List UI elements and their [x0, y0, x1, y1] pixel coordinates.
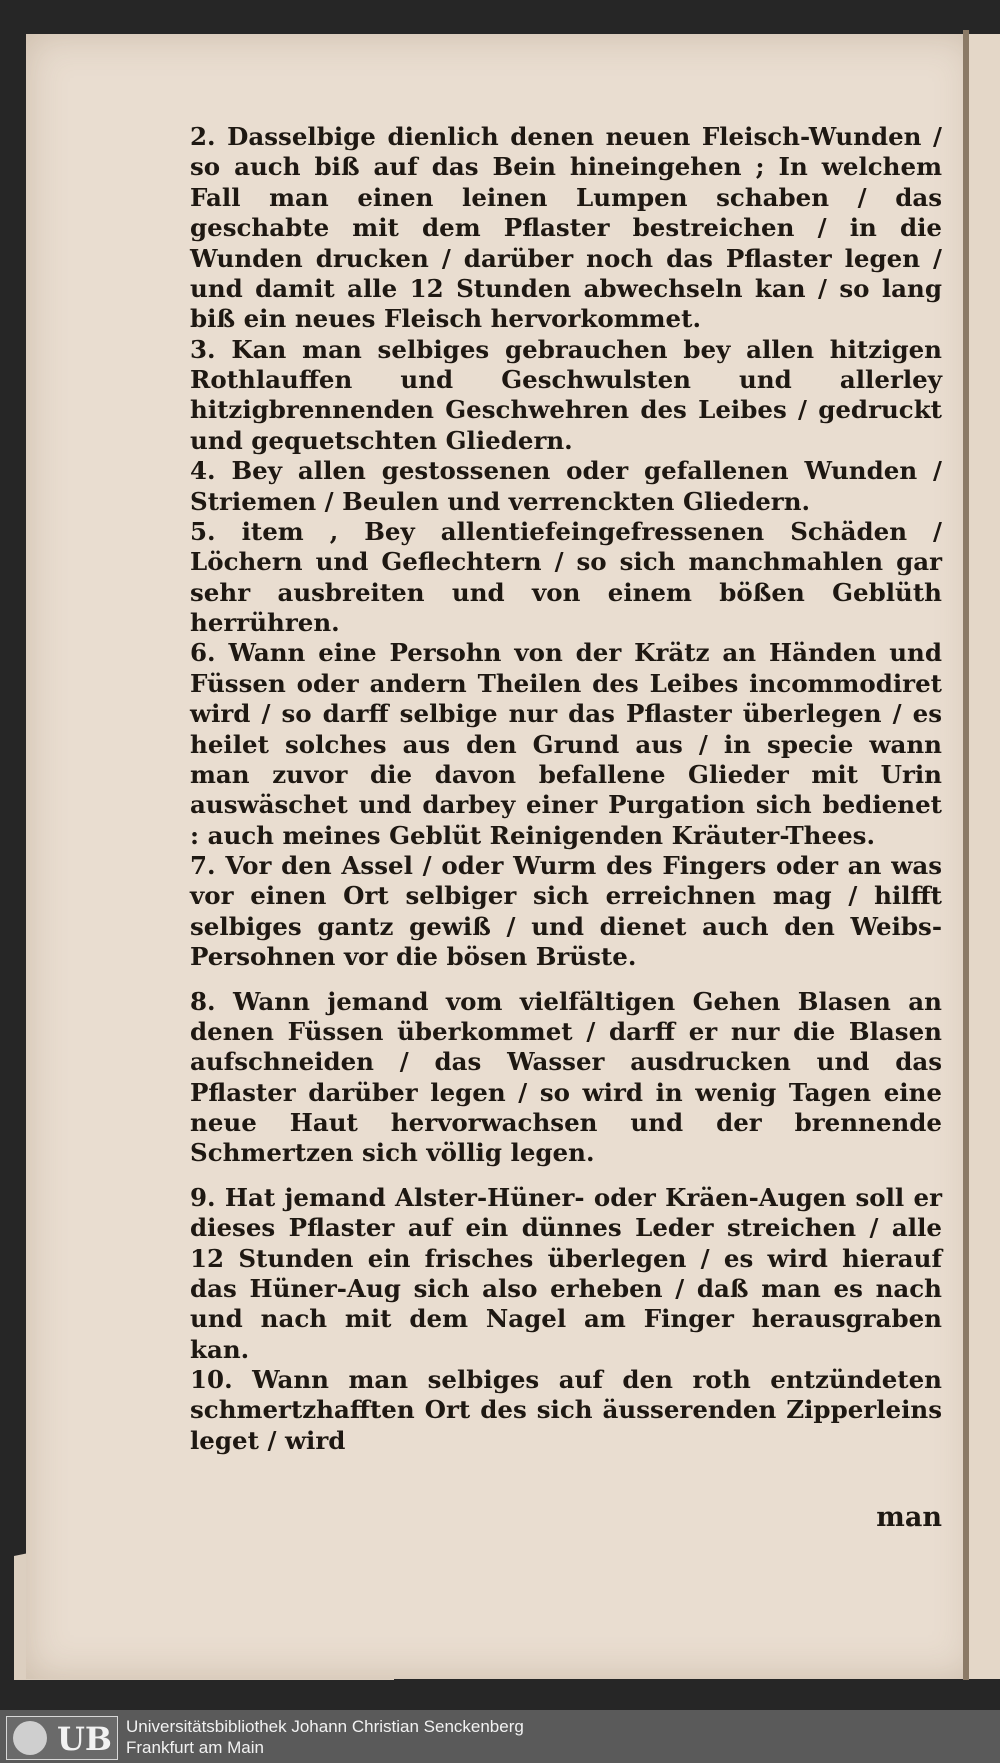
library-name: Universitätsbibliothek Johann Christian Senckenberg: [126, 1717, 524, 1736]
paragraph-6: 6. Wann eine Persohn von der Krätz an Händen und Füssen oder andern Theilen des Leibes incommodiret wird / so darff selbige nur das Pflaster überlegen / es heilet solches aus den Grund aus / in specie wann man zuvor die davon befallene Glieder mit Urin auswäschet und darbey einer Purgation sich bedienet : auch meines Geblüt Reinigenden Kräuter-Thees.: [190, 638, 942, 850]
library-city: Frankfurt am Main: [126, 1738, 264, 1757]
catchword: man: [876, 1502, 942, 1533]
adjacent-page-edge: [969, 34, 1000, 1679]
logo-text: UB: [57, 1720, 112, 1758]
portrait-icon: [13, 1721, 47, 1755]
library-footer: [0, 1710, 1000, 1763]
paragraph-10: 10. Wann man selbiges auf den roth entzündeten schmertzhafften Ort des sich äusserenden Zipperleins leget / wird: [190, 1365, 942, 1455]
page-text: [190, 122, 942, 1456]
paragraph-7: 7. Vor den Assel / oder Wurm des Fingers oder an was vor einen Ort selbiger sich erreichnen mag / hilfft selbiges gantz gewiß / und dienet auch den Weibs-Persohnen vor die bösen Brüste.: [190, 851, 942, 972]
paragraph-9: 9. Hat jemand Alster-Hüner- oder Kräen-Augen soll er dieses Pflaster auf ein dünnes Leder streichen / alle 12 Stunden ein frisches überlegen / es wird hierauf das Hüner-Aug sich also erheben / daß man es nach und nach mit dem Nagel am Finger herausgraben kan.: [190, 1182, 942, 1364]
library-logo: [6, 1716, 118, 1760]
paragraph-4: 4. Bey allen gestossenen oder gefallenen Wunden / Striemen / Beulen und verrenckten Gliedern.: [190, 456, 942, 516]
paragraph-3: 3. Kan man selbiges gebrauchen bey allen hitzigen Rothlauffen und Geschwulsten und allerley hitzigbrennenden Geschwehren des Leibes / gedruckt und gequetschten Gliedern.: [190, 334, 942, 455]
paragraph-8: 8. Wann jemand vom vielfältigen Gehen Blasen an denen Füssen überkommet / darff er nur die Blasen aufschneiden / das Wasser ausdrucken und das Pflaster darüber legen / so wird in wenig Tagen eine neue Haut hervorwachsen und der brennende Schmertzen sich völlig legen.: [190, 986, 942, 1168]
paragraph-5: 5. item , Bey allentiefeingefressenen Schäden / Löchern und Geflechtern / so sich manchmahlen gar sehr ausbreiten und von einem bößen Geblüth herrühren.: [190, 516, 942, 637]
paragraph-2: 2. Dasselbige dienlich denen neuen Fleisch-Wunden / so auch biß auf das Bein hineingehen ; In welchem Fall man einen leinen Lumpen schaben / das geschabte mit dem Pflaster bestreichen / in die Wunden drucken / darüber noch das Pflaster legen / und damit alle 12 Stunden abwechseln kan / so lang biß ein neues Fleisch hervorkommet.: [190, 122, 942, 334]
